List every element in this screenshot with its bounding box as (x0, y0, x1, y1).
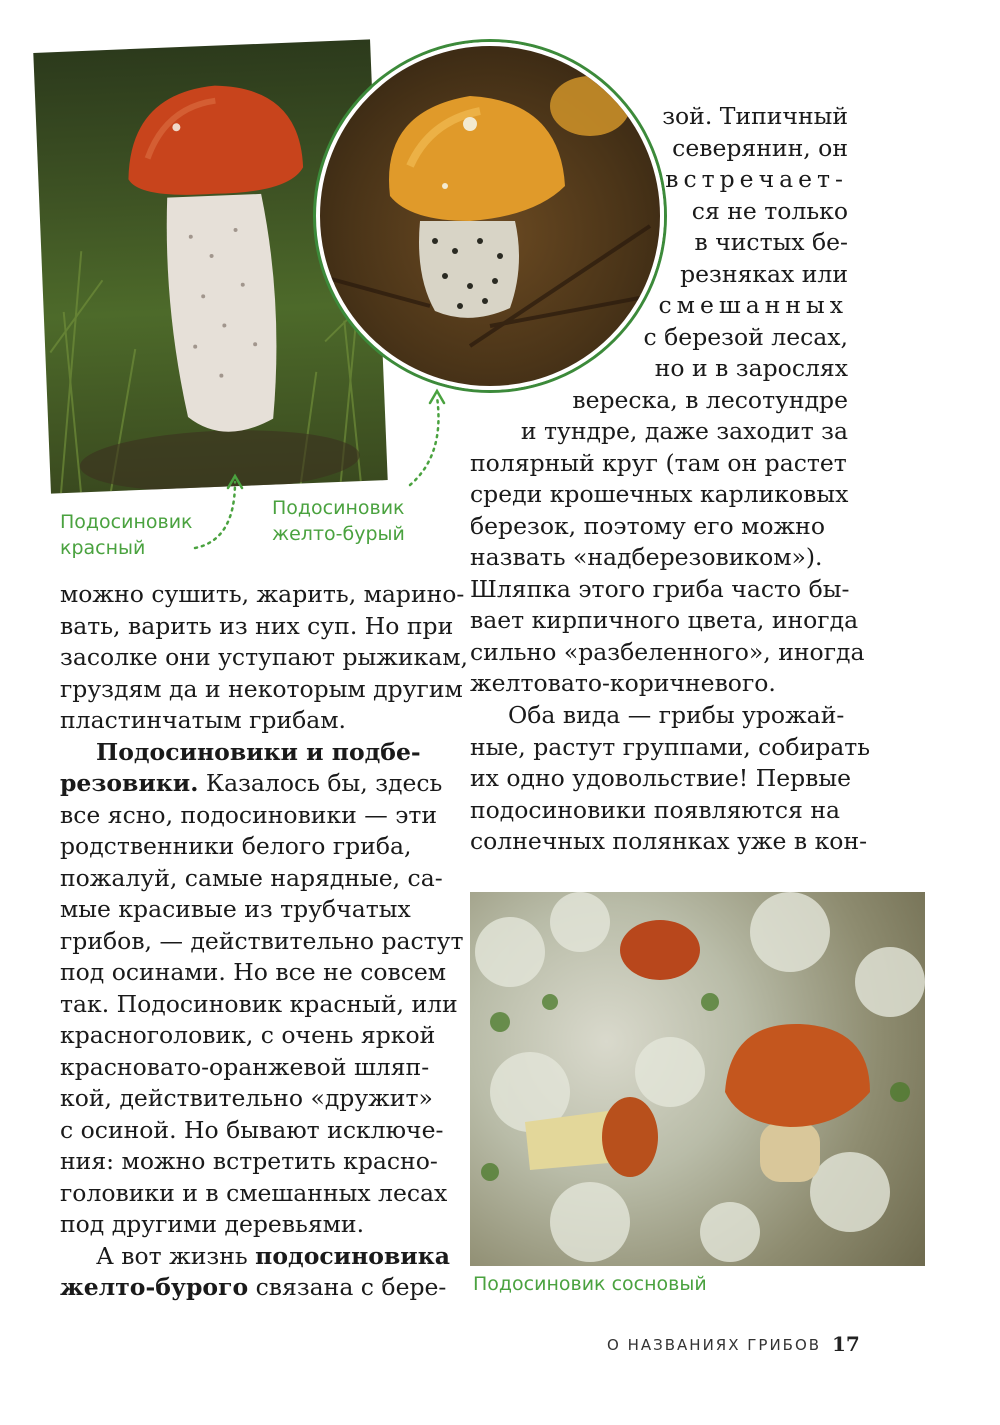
left-column-text (60, 579, 468, 1304)
text-line: кой, действительно «дружит» (60, 1084, 433, 1112)
text-fragment: Казалось бы, здесь (198, 769, 443, 797)
text-line (60, 1272, 447, 1304)
text-line: полярный круг (там он растет (470, 448, 847, 477)
text-line: березок, поэтому его можно (470, 511, 825, 540)
text-line (60, 1241, 450, 1273)
text-line: солнечных полянках уже в кон- (470, 827, 868, 855)
text-line: в чистых бе- (694, 228, 848, 256)
arrow-yb-caption (405, 385, 455, 495)
caption-line: красный (60, 537, 146, 559)
photo-pine-boletus (470, 892, 925, 1266)
text-line: Шляпка этого гриба часто бы- (470, 574, 850, 603)
text-line (60, 737, 436, 769)
text-fragment: связана с бере- (248, 1273, 447, 1301)
text-line: так. Подосиновик красный, или (60, 989, 458, 1018)
caption-line: Подосиновик (60, 511, 193, 533)
bold-term: желто-бурого (60, 1273, 249, 1301)
text-line: засолке они уступают рыжикам, (60, 643, 468, 671)
text-line: желтовато-коричневого. (470, 669, 776, 697)
text-line: пожалуй, самые нарядные, са- (60, 863, 443, 892)
text-line: головики и в смешанных лесах (60, 1178, 448, 1207)
text-line: их одно удовольствие! Первые (470, 764, 851, 792)
text-line: мые красивые из трубчатых (60, 895, 411, 923)
right-column-bottom-text (470, 700, 871, 858)
text-line: Оба вида — грибы урожай- (508, 701, 845, 729)
text-line: назвать «надберезовиком»). (470, 543, 823, 571)
text-line: родственники белого гриба, (60, 832, 412, 860)
text-line: под осинами. Но все не совсем (60, 958, 447, 986)
caption-red-boletus (60, 509, 193, 561)
text-line: с осиной. Но бывают исключе- (60, 1115, 444, 1144)
text-line: вереска, в лесотундре (572, 385, 848, 414)
text-line: ся не только (691, 196, 848, 225)
caption-yellow-brown-boletus (272, 495, 405, 547)
text-line (60, 768, 443, 800)
text-line: можно сушить, жарить, марино- (60, 580, 465, 608)
text-line: но и в зарослях (654, 354, 848, 382)
text-line: смешанных (658, 291, 848, 319)
text-line: встречает- (665, 165, 848, 193)
right-column-top-text (470, 101, 865, 700)
text-line: северянин, он (672, 133, 848, 162)
text-line: с березой лесах, (643, 322, 848, 351)
text-line: красновато-оранжевой шляп- (60, 1052, 430, 1081)
text-line: вать, варить из них суп. Но при (60, 611, 454, 640)
text-line: ния: можно встретить красно- (60, 1147, 438, 1175)
section-heading: резовики. (60, 769, 199, 797)
text-line: резняках или (680, 259, 848, 288)
arrow-red-caption (190, 470, 250, 555)
text-line: грибов, — действительно растут (60, 926, 464, 955)
text-line: сильно «разбеленного», иногда (470, 637, 865, 666)
running-footer-section: О НАЗВАНИЯХ ГРИБОВ (607, 1336, 822, 1354)
bold-term: подосиновика (255, 1241, 450, 1270)
text-line: подосиновики появляются на (470, 795, 840, 824)
text-line: ные, растут группами, собирать (470, 732, 871, 761)
text-line: среди крошечных карликовых (470, 480, 849, 508)
text-line: груздям да и некоторым другим (60, 674, 463, 703)
text-line: пластинчатым грибам. (60, 706, 347, 734)
text-line: под другими деревьями. (60, 1210, 365, 1238)
section-heading: Подосиновики и подбе- (96, 737, 421, 766)
text-line: все ясно, подосиновики — эти (60, 800, 438, 829)
text-line: вает кирпичного цвета, иногда (470, 606, 859, 634)
caption-line: желто-бурый (272, 523, 405, 545)
text-line: и тундре, даже заходит за (520, 417, 848, 445)
text-line: зой. Типичный (662, 102, 848, 130)
text-line: красноголовик, с очень яркой (60, 1021, 436, 1049)
page-number: 17 (832, 1332, 860, 1356)
text-fragment: А вот жизнь (96, 1241, 256, 1270)
caption-pine-boletus: Подосиновик сосновый (473, 1273, 707, 1295)
caption-line: Подосиновик (272, 497, 405, 519)
